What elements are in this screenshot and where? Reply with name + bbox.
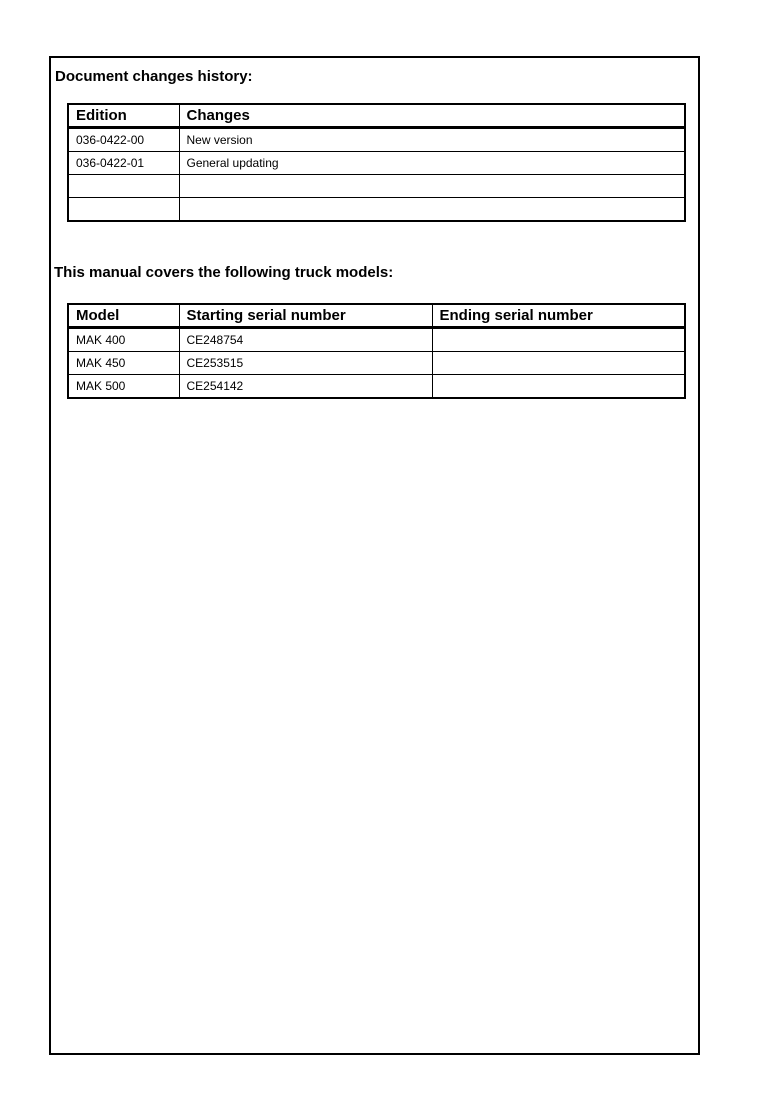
starting-serial-cell: CE253515 [179,352,432,375]
edition-cell [68,198,179,222]
model-cell: MAK 400 [68,328,179,352]
table-header-row [68,304,685,328]
changes-history-heading: Document changes history: [55,68,253,85]
table-row [68,152,685,175]
document-changes-table [67,103,686,222]
changes-cell: New version [179,128,685,152]
truck-models-heading: This manual covers the following truck models: [54,264,394,281]
column-header-edition: Edition [68,104,179,128]
changes-cell: General updating [179,152,685,175]
ending-serial-cell [432,328,685,352]
table-row-empty [68,175,685,198]
starting-serial-cell: CE254142 [179,375,432,399]
starting-serial-cell: CE248754 [179,328,432,352]
changes-cell [179,175,685,198]
model-cell: MAK 500 [68,375,179,399]
table-row [68,352,685,375]
column-header-ending-serial: Ending serial number [432,304,685,328]
changes-cell [179,198,685,222]
ending-serial-cell [432,375,685,399]
model-cell: MAK 450 [68,352,179,375]
table-row [68,375,685,399]
truck-models-table [67,303,686,399]
column-header-starting-serial: Starting serial number [179,304,432,328]
table-header-row [68,104,685,128]
table-row [68,128,685,152]
column-header-model: Model [68,304,179,328]
table-row [68,328,685,352]
edition-cell [68,175,179,198]
edition-cell: 036-0422-00 [68,128,179,152]
table-row-empty [68,198,685,222]
column-header-changes: Changes [179,104,685,128]
edition-cell: 036-0422-01 [68,152,179,175]
ending-serial-cell [432,352,685,375]
